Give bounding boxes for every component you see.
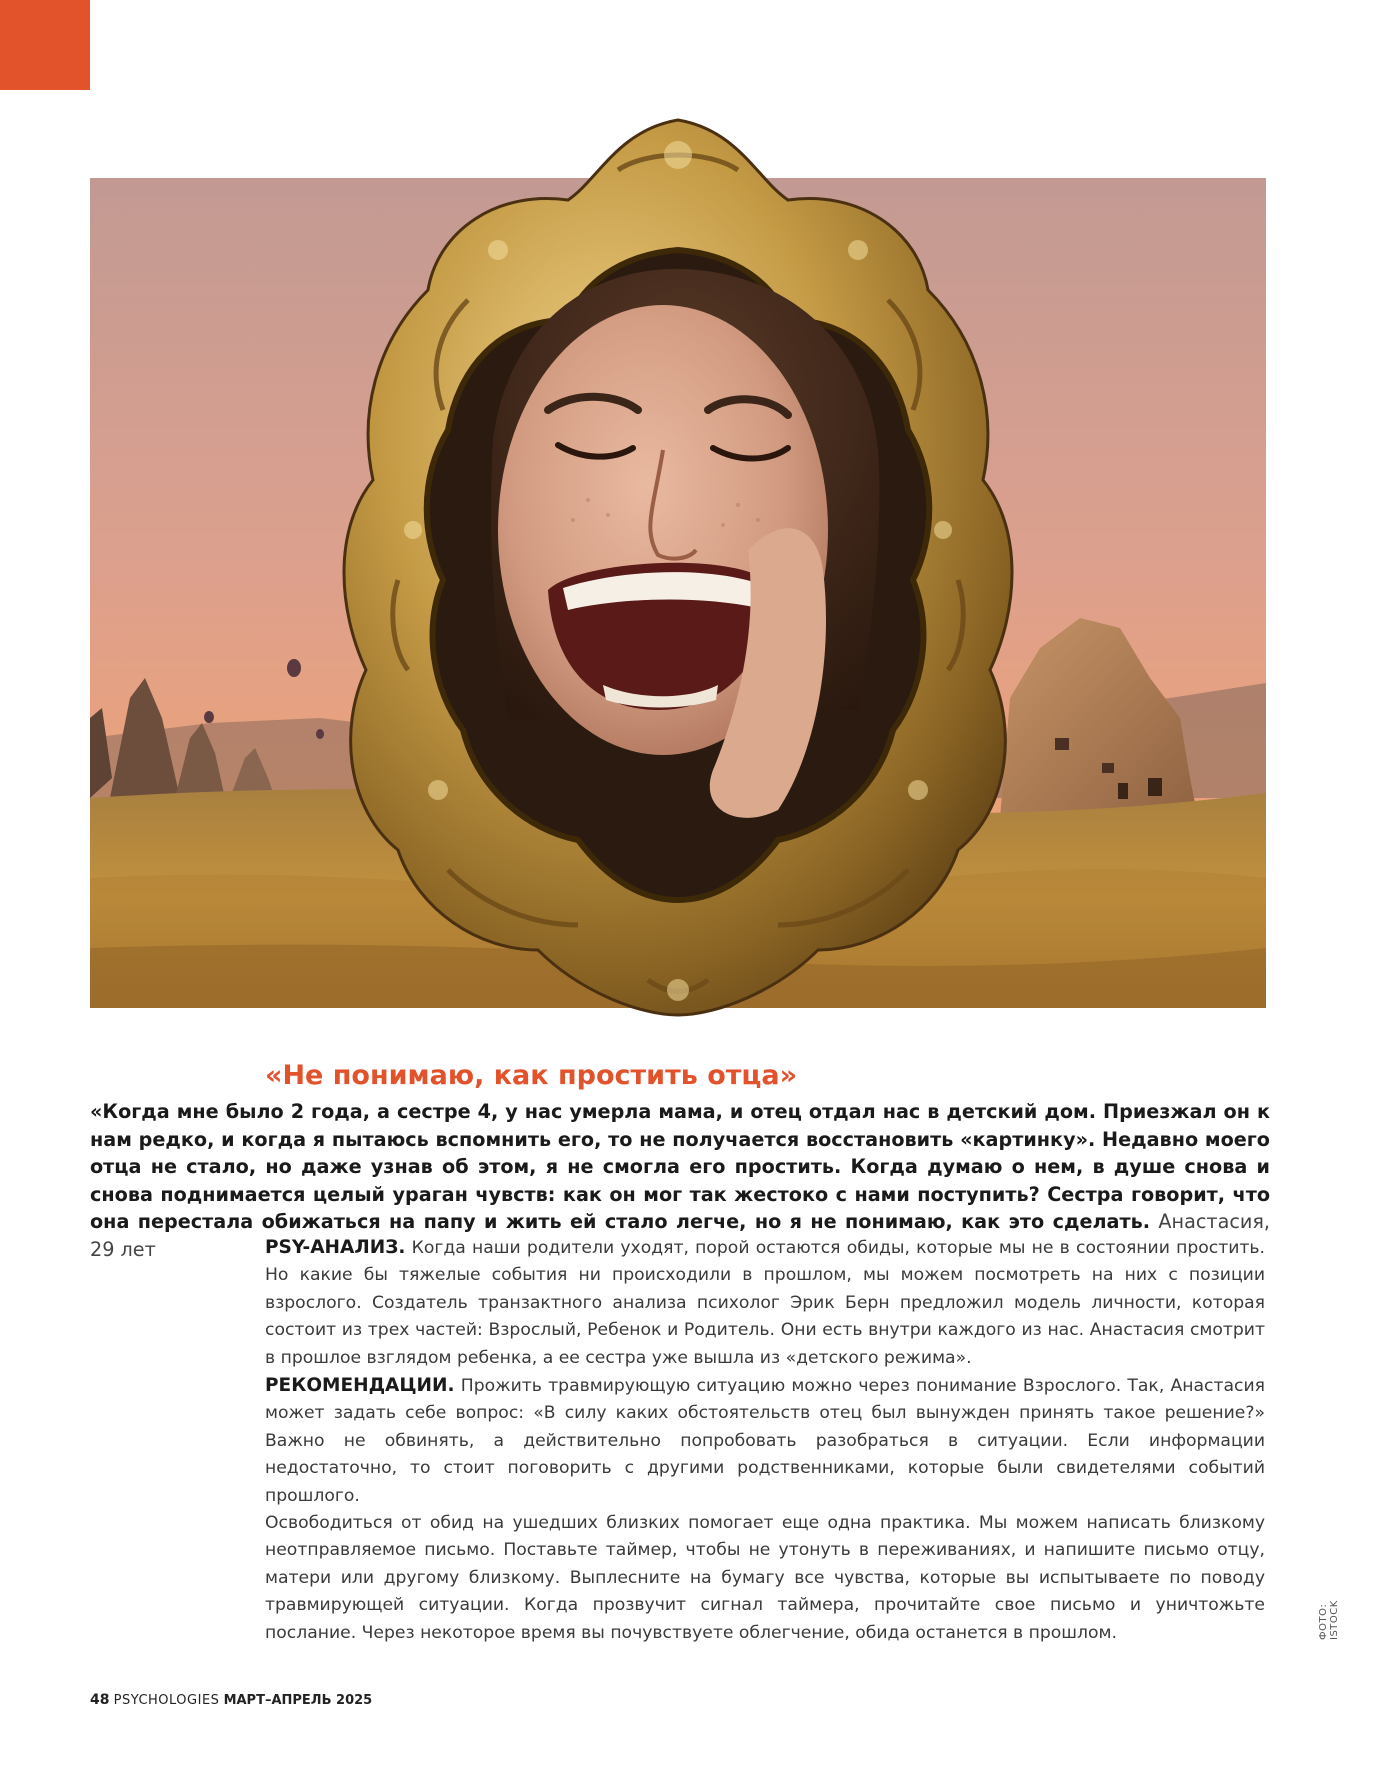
issue-date: МАРТ–АПРЕЛЬ 2025 — [223, 1693, 373, 1708]
recommendations-text: Прожить травмирующую ситуацию можно через понимание Взрослого. Так, Анастасия может задать себе вопрос: «В силу каких обстоятельств отец был вынужден принять такое решение?» Важно не обвинять, а действительно попробовать разобраться в ситуации. Если информации недостаточно, то стоит поговорить с другими родственниками, которые были свидетелями событий прошлого. — [265, 1376, 1265, 1506]
photo-credit: ФОТО: ISTOCK — [1318, 1600, 1340, 1640]
section-color-tab — [0, 0, 90, 90]
analysis-label: PSY-АНАЛИЗ. — [265, 1237, 406, 1258]
magazine-name: PSYCHOLOGIES — [113, 1693, 220, 1708]
expert-answer — [265, 1234, 1265, 1647]
ornate-mirror-frame — [318, 110, 1038, 1025]
practice-paragraph: Освободиться от обид на ушедших близких помогает еще одна практика. Мы можем написать близкому неотправляемое письмо. Поставьте таймер, чтобы не утонуть в переживаниях, и напишите письмо отцу, матери или другому близкому. Выплесните на бумагу все чувства, которые вы испытываете по поводу травмирующей ситуации. Когда прозвучит сигнал таймера, прочитайте свое письмо и уничтожьте послание. Через некоторое время вы почувствуете облегчение, обида останется в прошлом. — [265, 1513, 1265, 1643]
reader-letter-text: «Когда мне было 2 года, а сестре 4, у нас умерла мама, и отец отдал нас в детский дом. Приезжал он к нам редко, и когда я пытаюсь вспомнить его, то не получается восстановить «картинку». Недавно моего отца не стало, но даже узнав об этом, я не смогла его простить. Когда думаю о нем, в душе снова и снова поднимается целый ураган чувств: как он мог так жестоко с нами поступить? Сестра говорит, что она перестала обижаться на папу и жить ей стало легче, но я не понимаю, как это сделать. — [90, 1100, 1270, 1234]
analysis-paragraph — [265, 1234, 1265, 1372]
page-number: 48 — [90, 1692, 110, 1708]
recommendations-label: РЕКОМЕНДАЦИИ. — [265, 1375, 455, 1397]
balloon-1 — [287, 659, 301, 677]
balloon-2 — [204, 711, 214, 723]
page-footer — [90, 1692, 372, 1708]
article-title: «Не понимаю, как простить отца» — [265, 1060, 798, 1091]
reader-signature: Анастасия, 29 лет — [90, 1210, 1270, 1261]
analysis-text: Когда наши родители уходят, порой остаются обиды, которые мы не в состоянии простить. Но какие бы тяжелые события ни происходили в прошлом, мы можем посмотреть на них с позиции взрослого. Создатель транзактного анализа психолог Эрик Берн предложил модель личности, которая состоит из трех частей: Взрослый, Ребенок и Родитель. Они есть внутри каждого из нас. Анастасия смотрит в прошлое взглядом ребенка, а ее сестра уже вышла из «детского режима». — [265, 1238, 1266, 1368]
recommendations-paragraph — [265, 1372, 1265, 1510]
